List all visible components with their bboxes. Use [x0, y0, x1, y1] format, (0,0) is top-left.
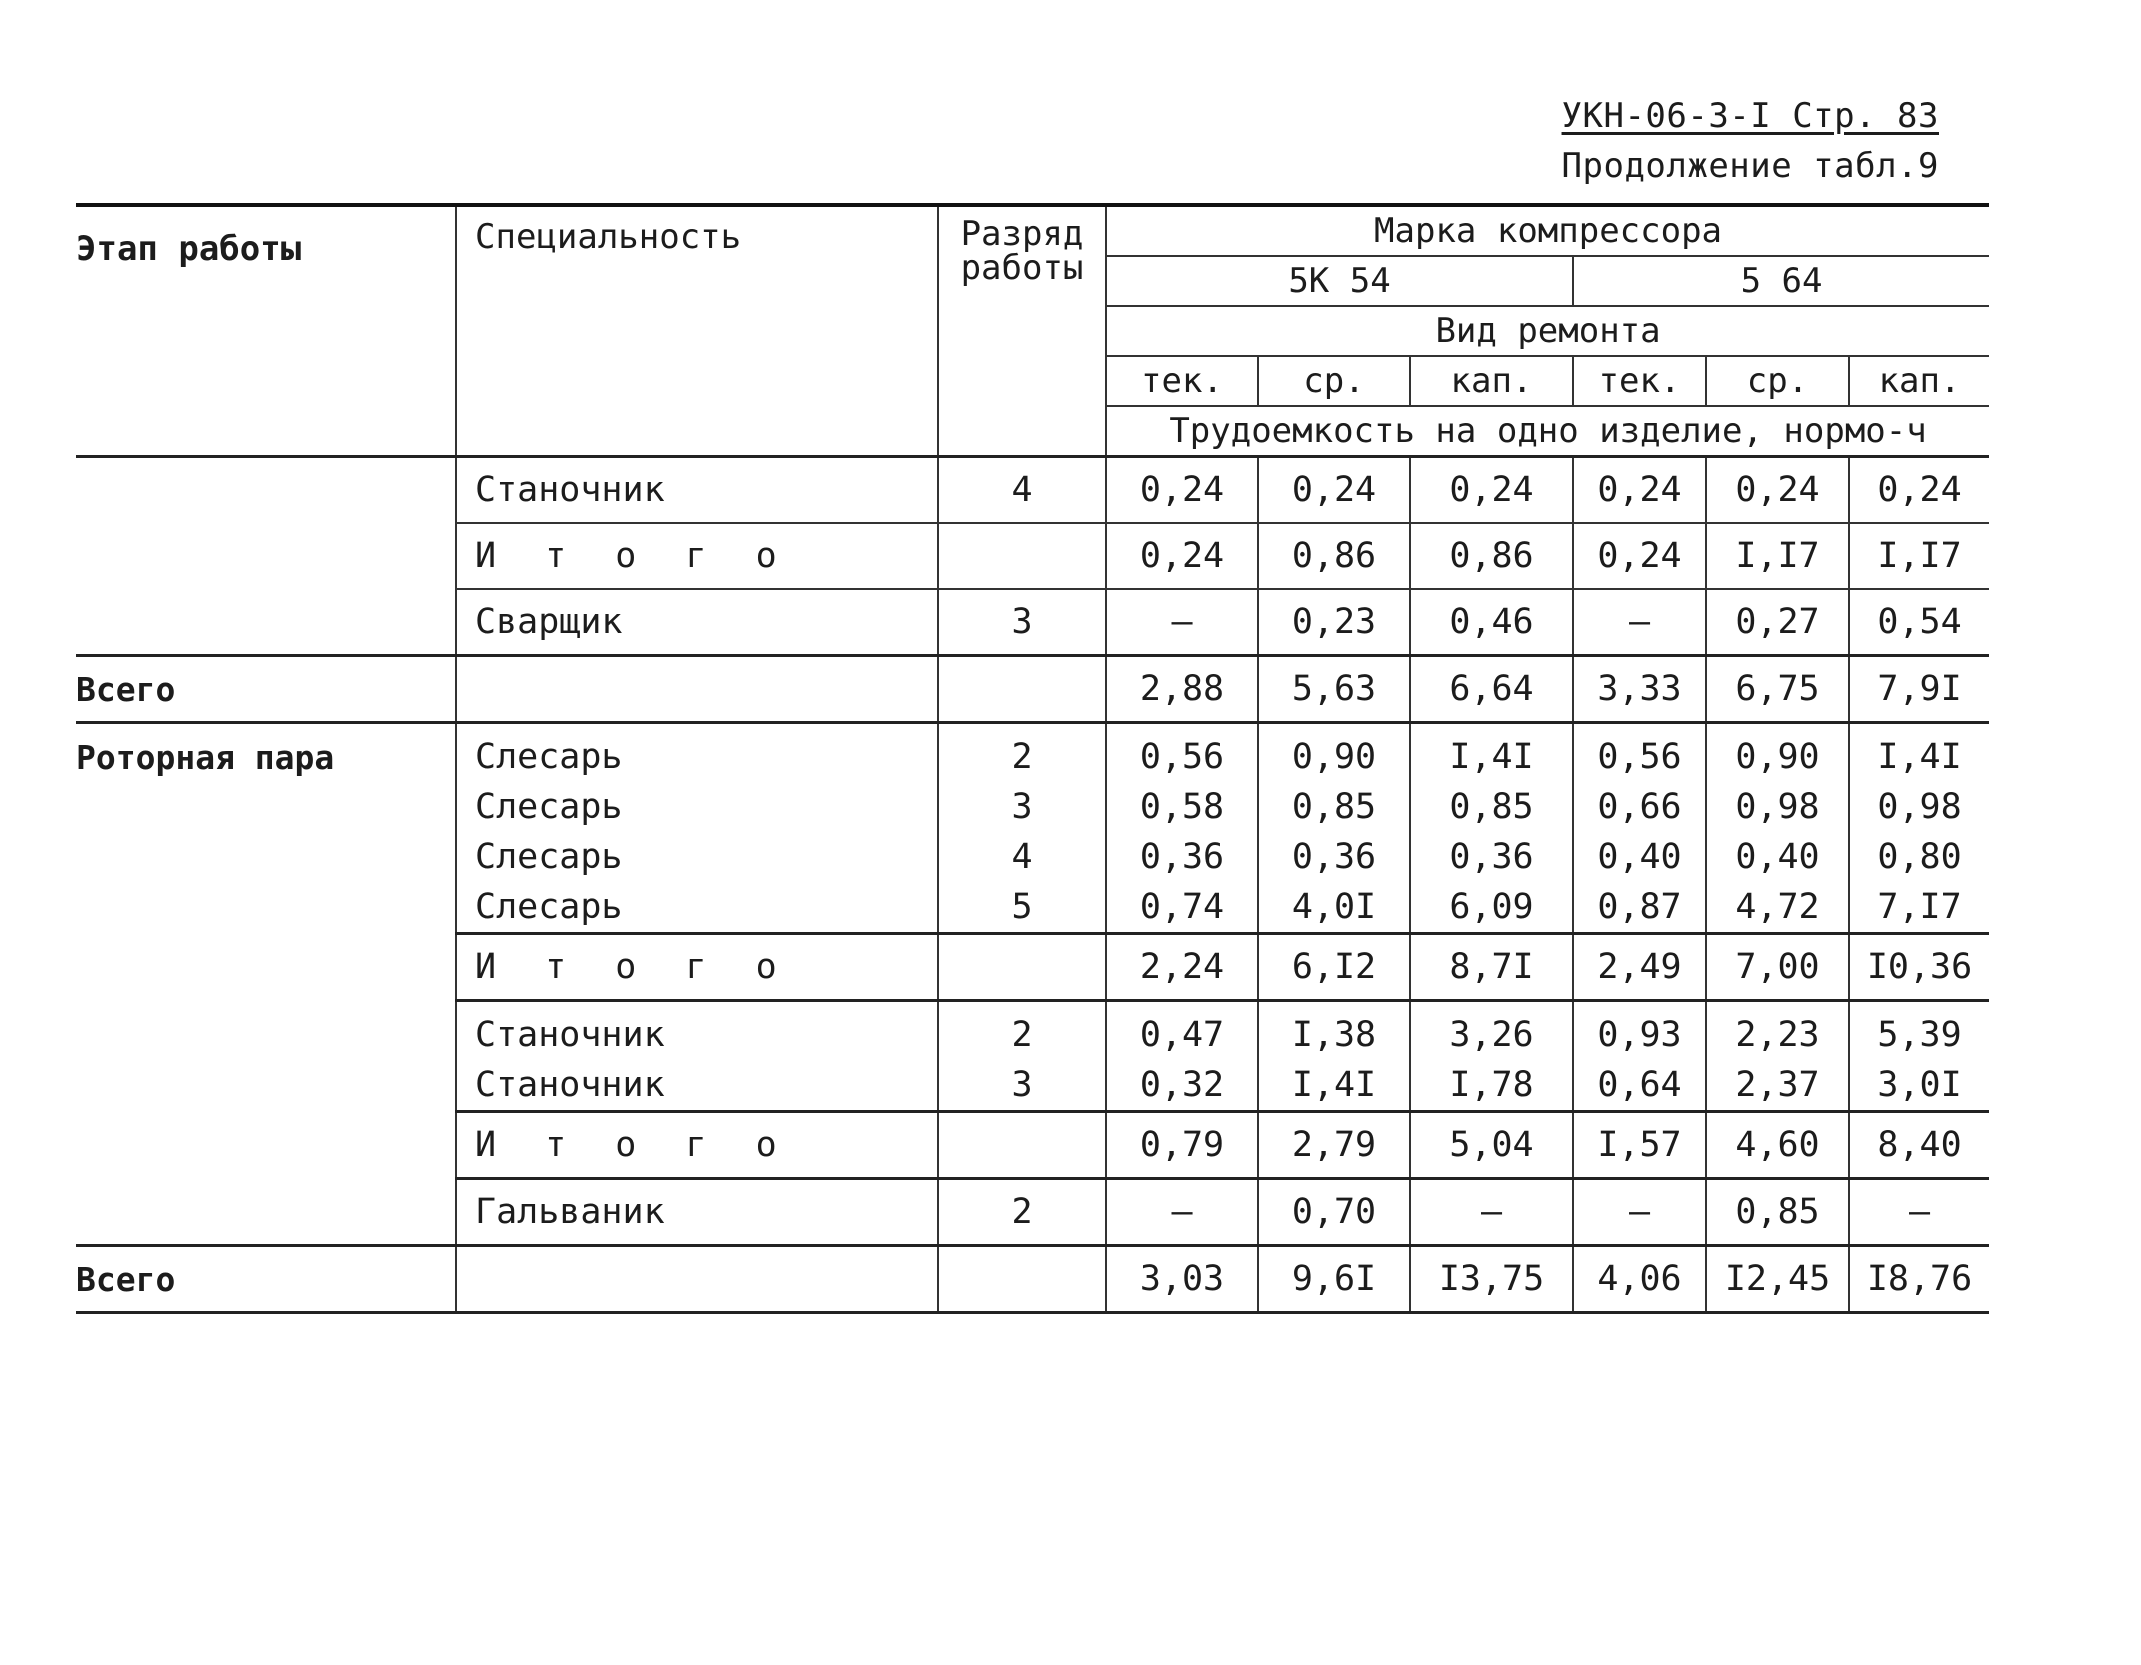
- value-cell: –: [1410, 1179, 1573, 1246]
- rank-cell: [938, 1246, 1106, 1313]
- specialty-cell: Станочник: [456, 1001, 938, 1061]
- header-type-3: кап.: [1410, 356, 1573, 406]
- value-cell: 3,0I: [1849, 1060, 1989, 1112]
- value-cell: I,57: [1573, 1112, 1706, 1179]
- value-cell: I,I7: [1849, 523, 1989, 589]
- rank-cell: 5: [938, 882, 1106, 934]
- value-cell: 0,58: [1106, 782, 1258, 832]
- value-cell: 0,66: [1573, 782, 1706, 832]
- table-row: [76, 1112, 1989, 1179]
- value-cell: 0,24: [1849, 457, 1989, 524]
- value-cell: 8,7I: [1410, 934, 1573, 1001]
- rank-cell: 2: [938, 1001, 1106, 1061]
- table-row: [76, 1179, 1989, 1246]
- header-type-2: ср.: [1258, 356, 1410, 406]
- value-cell: 2,49: [1573, 934, 1706, 1001]
- value-cell: 7,00: [1706, 934, 1849, 1001]
- value-cell: 2,79: [1258, 1112, 1410, 1179]
- stage-cell: [76, 1179, 456, 1246]
- rank-cell: [938, 656, 1106, 723]
- value-cell: 0,36: [1410, 832, 1573, 882]
- specialty-cell: Слесарь: [456, 882, 938, 934]
- table-row: [76, 1001, 1989, 1061]
- value-cell: 2,88: [1106, 656, 1258, 723]
- value-cell: 0,70: [1258, 1179, 1410, 1246]
- table-row-total: [76, 656, 1989, 723]
- value-cell: 4,0I: [1258, 882, 1410, 934]
- value-cell: 0,54: [1849, 589, 1989, 656]
- header-compressor-brand: Марка компрессора: [1106, 205, 1989, 256]
- stage-cell: [76, 1112, 456, 1179]
- value-cell: 0,56: [1573, 723, 1706, 783]
- value-cell: I,38: [1258, 1001, 1410, 1061]
- value-cell: 0,98: [1706, 782, 1849, 832]
- value-cell: 4,60: [1706, 1112, 1849, 1179]
- rank-cell: 3: [938, 589, 1106, 656]
- value-cell: 6,75: [1706, 656, 1849, 723]
- rank-cell: 3: [938, 782, 1106, 832]
- value-cell: 0,40: [1573, 832, 1706, 882]
- value-cell: 0,93: [1573, 1001, 1706, 1061]
- value-cell: 0,79: [1106, 1112, 1258, 1179]
- stage-cell: [76, 934, 456, 1001]
- value-cell: 7,9I: [1849, 656, 1989, 723]
- header-model-1: 5К 54: [1106, 256, 1573, 306]
- table-row: [76, 934, 1989, 1001]
- value-cell: I0,36: [1849, 934, 1989, 1001]
- value-cell: 0,24: [1410, 457, 1573, 524]
- value-cell: 0,85: [1410, 782, 1573, 832]
- value-cell: 8,40: [1849, 1112, 1989, 1179]
- stage-cell: [76, 589, 456, 656]
- document-header: [1562, 96, 1939, 186]
- value-cell: –: [1106, 589, 1258, 656]
- value-cell: 0,74: [1106, 882, 1258, 934]
- specialty-cell: Станочник: [456, 1060, 938, 1112]
- stage-cell: Всего: [76, 656, 456, 723]
- value-cell: 0,24: [1573, 457, 1706, 524]
- specialty-cell: И т о г о: [456, 523, 938, 589]
- table-row: [76, 882, 1989, 934]
- stage-cell: [76, 882, 456, 934]
- value-cell: 0,87: [1573, 882, 1706, 934]
- table-row: [76, 723, 1989, 783]
- value-cell: I,78: [1410, 1060, 1573, 1112]
- value-cell: 0,46: [1410, 589, 1573, 656]
- value-cell: 3,26: [1410, 1001, 1573, 1061]
- value-cell: 0,36: [1258, 832, 1410, 882]
- value-cell: 5,39: [1849, 1001, 1989, 1061]
- value-cell: 9,6I: [1258, 1246, 1410, 1313]
- value-cell: 0,86: [1258, 523, 1410, 589]
- value-cell: 4,06: [1573, 1246, 1706, 1313]
- specialty-cell: Гальваник: [456, 1179, 938, 1246]
- header-model-2: 5 64: [1573, 256, 1989, 306]
- specialty-cell: [456, 656, 938, 723]
- value-cell: 3,03: [1106, 1246, 1258, 1313]
- table-continuation: Продолжение табл.9: [1561, 146, 1939, 186]
- header-type-4: тек.: [1573, 356, 1706, 406]
- value-cell: 0,85: [1706, 1179, 1849, 1246]
- table-row: [76, 457, 1989, 524]
- value-cell: 2,37: [1706, 1060, 1849, 1112]
- value-cell: 6,09: [1410, 882, 1573, 934]
- rank-cell: 2: [938, 1179, 1106, 1246]
- stage-cell: [76, 457, 456, 524]
- value-cell: 0,86: [1410, 523, 1573, 589]
- rank-cell: [938, 1112, 1106, 1179]
- value-cell: I2,45: [1706, 1246, 1849, 1313]
- specialty-cell: И т о г о: [456, 1112, 938, 1179]
- rank-cell: 2: [938, 723, 1106, 783]
- value-cell: I,4I: [1410, 723, 1573, 783]
- value-cell: 0,47: [1106, 1001, 1258, 1061]
- specialty-cell: Сварщик: [456, 589, 938, 656]
- rank-cell: 4: [938, 457, 1106, 524]
- value-cell: I,I7: [1706, 523, 1849, 589]
- table-row: [76, 1060, 1989, 1112]
- header-stage: Этап работы: [76, 205, 456, 457]
- table-row: [76, 589, 1989, 656]
- document-code: УКН-06-3-I Стр. 83: [1561, 96, 1939, 136]
- table-row: [76, 523, 1989, 589]
- value-cell: 6,I2: [1258, 934, 1410, 1001]
- stage-cell: Всего: [76, 1246, 456, 1313]
- value-cell: –: [1573, 589, 1706, 656]
- header-type-5: ср.: [1706, 356, 1849, 406]
- value-cell: 0,56: [1106, 723, 1258, 783]
- table-row: [76, 832, 1989, 882]
- value-cell: 7,I7: [1849, 882, 1989, 934]
- header-repair-kind: Вид ремонта: [1106, 306, 1989, 356]
- value-cell: 0,24: [1706, 457, 1849, 524]
- value-cell: 0,24: [1573, 523, 1706, 589]
- value-cell: 3,33: [1573, 656, 1706, 723]
- stage-cell: [76, 832, 456, 882]
- specialty-cell: Слесарь: [456, 723, 938, 783]
- value-cell: 0,40: [1706, 832, 1849, 882]
- header-type-1: тек.: [1106, 356, 1258, 406]
- specialty-cell: И т о г о: [456, 934, 938, 1001]
- value-cell: 0,64: [1573, 1060, 1706, 1112]
- value-cell: I,4I: [1849, 723, 1989, 783]
- stage-cell: [76, 782, 456, 832]
- value-cell: 5,04: [1410, 1112, 1573, 1179]
- value-cell: 6,64: [1410, 656, 1573, 723]
- value-cell: 0,90: [1706, 723, 1849, 783]
- stage-cell: Роторная пара: [76, 737, 335, 777]
- value-cell: 0,36: [1106, 832, 1258, 882]
- header-type-6: кап.: [1849, 356, 1989, 406]
- header-specialty: Специальность: [456, 205, 938, 457]
- value-cell: 4,72: [1706, 882, 1849, 934]
- table-row-total: [76, 1246, 1989, 1313]
- specialty-cell: [456, 1246, 938, 1313]
- stage-cell: [76, 1060, 456, 1112]
- specialty-cell: Слесарь: [456, 782, 938, 832]
- value-cell: 0,90: [1258, 723, 1410, 783]
- value-cell: 0,24: [1106, 457, 1258, 524]
- table-row: [76, 782, 1989, 832]
- rank-cell: [938, 934, 1106, 1001]
- rank-cell: 3: [938, 1060, 1106, 1112]
- value-cell: 2,23: [1706, 1001, 1849, 1061]
- header-rank: Разряд работы: [938, 205, 1106, 457]
- value-cell: 0,85: [1258, 782, 1410, 832]
- stage-cell: [76, 1001, 456, 1061]
- value-cell: 0,24: [1106, 523, 1258, 589]
- labor-table: [76, 203, 1989, 1314]
- value-cell: –: [1106, 1179, 1258, 1246]
- value-cell: I3,75: [1410, 1246, 1573, 1313]
- value-cell: 0,80: [1849, 832, 1989, 882]
- value-cell: I,4I: [1258, 1060, 1410, 1112]
- rank-cell: 4: [938, 832, 1106, 882]
- value-cell: I8,76: [1849, 1246, 1989, 1313]
- value-cell: –: [1573, 1179, 1706, 1246]
- value-cell: 2,24: [1106, 934, 1258, 1001]
- value-cell: 0,98: [1849, 782, 1989, 832]
- value-cell: 5,63: [1258, 656, 1410, 723]
- rank-cell: [938, 523, 1106, 589]
- value-cell: 0,32: [1106, 1060, 1258, 1112]
- header-unit: Трудоемкость на одно изделие, нормо-ч: [1106, 406, 1989, 457]
- value-cell: –: [1849, 1179, 1989, 1246]
- value-cell: 0,24: [1258, 457, 1410, 524]
- specialty-cell: Слесарь: [456, 832, 938, 882]
- specialty-cell: Станочник: [456, 457, 938, 524]
- value-cell: 0,23: [1258, 589, 1410, 656]
- value-cell: 0,27: [1706, 589, 1849, 656]
- stage-cell: [76, 523, 456, 589]
